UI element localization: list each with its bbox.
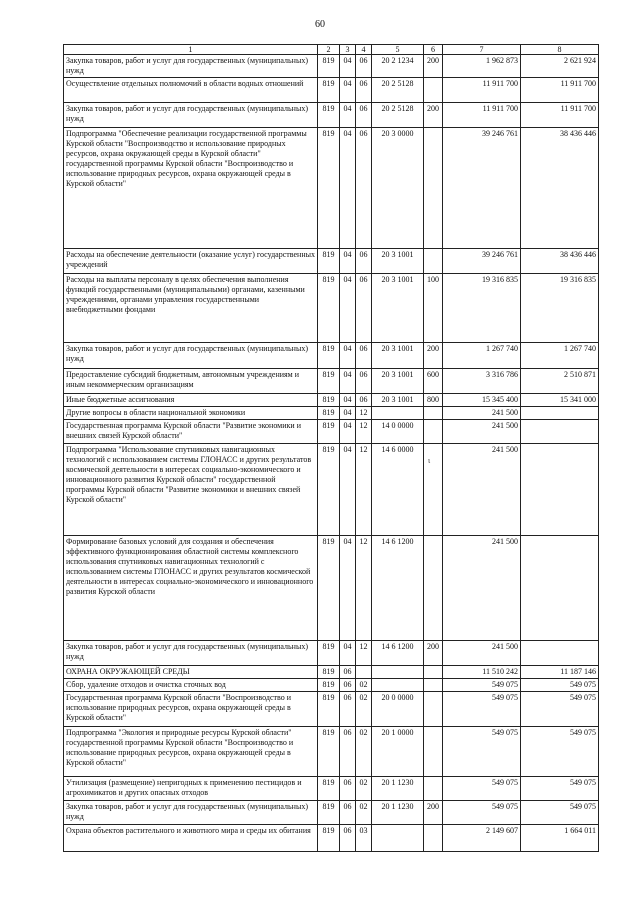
- amount-cell-7: 2 149 607: [443, 825, 521, 852]
- target-article-cell: 20 2 1234: [372, 55, 424, 78]
- ministry-code-cell: 819: [318, 103, 340, 128]
- header-cell: 2: [318, 45, 340, 55]
- amount-cell-8: 549 075: [521, 777, 599, 801]
- amount-cell-8: 1 267 740: [521, 343, 599, 369]
- row-name-cell: Подпрограмма "Использование спутниковых навигационных технологий с использованием системы ГЛОНАСС и других результатов космической деятельности в интересах социально-экономического и инновационного развития Курской области" государственной программы Курской области "Развитие экономики и внешних связей Курской области": [64, 444, 318, 536]
- header-cell: 4: [356, 45, 372, 55]
- table-row: [64, 103, 599, 128]
- amount-cell-7: 11 911 700: [443, 103, 521, 128]
- row-name-cell: Подпрограмма "Экология и природные ресурсы Курской области" государственной программы Курской области "Воспроизводство и использование природных ресурсов, охрана окружающей среды в Курской области": [64, 727, 318, 777]
- expense-type-cell: [424, 666, 443, 679]
- ministry-code-cell: 819: [318, 55, 340, 78]
- table-row: [64, 274, 599, 343]
- amount-cell-7: 3 316 786: [443, 369, 521, 394]
- expense-type-cell: 200: [424, 343, 443, 369]
- ministry-code-cell: 819: [318, 407, 340, 420]
- ministry-code-cell: 819: [318, 78, 340, 103]
- ministry-code-cell: 819: [318, 727, 340, 777]
- table-row: [64, 801, 599, 825]
- row-name-cell: Расходы на выплаты персоналу в целях обеспечения выполнения функций государственными (муниципальными) органами, казенными учреждениями, органами управления государственными внебюджетными фондами: [64, 274, 318, 343]
- expense-type-cell: [424, 727, 443, 777]
- row-name-cell: Государственная программа Курской области "Развитие экономики и внешних связей Курской области": [64, 420, 318, 444]
- amount-cell-7: 39 246 761: [443, 249, 521, 274]
- target-article-cell: 20 1 1230: [372, 777, 424, 801]
- expense-type-cell: 200: [424, 641, 443, 666]
- header-cell: 8: [521, 45, 599, 55]
- ministry-code-cell: 819: [318, 536, 340, 641]
- section-code-cell: 04: [340, 444, 356, 536]
- amount-cell-7: 549 075: [443, 679, 521, 692]
- target-article-cell: 14 0 0000: [372, 420, 424, 444]
- target-article-cell: 20 1 0000: [372, 727, 424, 777]
- ministry-code-cell: 819: [318, 420, 340, 444]
- row-name-cell: Другие вопросы в области национальной экономики: [64, 407, 318, 420]
- row-name-cell: Предоставление субсидий бюджетным, автономным учреждениям и иным некоммерческим организациям: [64, 369, 318, 394]
- amount-cell-8: 2 510 871: [521, 369, 599, 394]
- ministry-code-cell: 819: [318, 692, 340, 727]
- target-article-cell: [372, 407, 424, 420]
- section-code-cell: 04: [340, 55, 356, 78]
- ministry-code-cell: 819: [318, 394, 340, 407]
- section-code-cell: 04: [340, 103, 356, 128]
- expense-type-cell: 800: [424, 394, 443, 407]
- expense-type-cell: 600: [424, 369, 443, 394]
- subsection-code-cell: 06: [356, 369, 372, 394]
- ministry-code-cell: 819: [318, 128, 340, 249]
- amount-cell-7: 549 075: [443, 692, 521, 727]
- subsection-code-cell: 06: [356, 249, 372, 274]
- expense-type-cell: [424, 825, 443, 852]
- row-name-cell: Закупка товаров, работ и услуг для государственных (муниципальных) нужд: [64, 55, 318, 78]
- amount-cell-7: 241 500: [443, 420, 521, 444]
- header-cell: 1: [64, 45, 318, 55]
- target-article-cell: [372, 825, 424, 852]
- expense-type-cell: [424, 536, 443, 641]
- header-cell: 6: [424, 45, 443, 55]
- expense-type-cell: [424, 444, 443, 536]
- amount-cell-8: 38 436 446: [521, 249, 599, 274]
- section-code-cell: 04: [340, 343, 356, 369]
- amount-cell-8: 38 436 446: [521, 128, 599, 249]
- target-article-cell: 20 0 0000: [372, 692, 424, 727]
- target-article-cell: 20 3 1001: [372, 394, 424, 407]
- row-name-cell: Расходы на обеспечение деятельности (оказание услуг) государственных учреждений: [64, 249, 318, 274]
- expense-type-cell: [424, 777, 443, 801]
- subsection-code-cell: 02: [356, 679, 372, 692]
- table-row: [64, 727, 599, 777]
- section-code-cell: 04: [340, 641, 356, 666]
- subsection-code-cell: 06: [356, 128, 372, 249]
- subsection-code-cell: 02: [356, 727, 372, 777]
- section-code-cell: 06: [340, 679, 356, 692]
- ministry-code-cell: 819: [318, 825, 340, 852]
- amount-cell-7: 1 962 873: [443, 55, 521, 78]
- subsection-code-cell: 06: [356, 394, 372, 407]
- subsection-code-cell: 06: [356, 55, 372, 78]
- table-row: [64, 444, 599, 536]
- header-cell: 5: [372, 45, 424, 55]
- subsection-code-cell: 06: [356, 78, 372, 103]
- table-row: [64, 679, 599, 692]
- amount-cell-7: 15 345 400: [443, 394, 521, 407]
- table-row: [64, 641, 599, 666]
- target-article-cell: 14 6 1200: [372, 536, 424, 641]
- table-row: [64, 692, 599, 727]
- target-article-cell: 20 3 1001: [372, 343, 424, 369]
- section-code-cell: 04: [340, 128, 356, 249]
- amount-cell-8: [521, 407, 599, 420]
- section-code-cell: 06: [340, 727, 356, 777]
- amount-cell-7: 549 075: [443, 801, 521, 825]
- ministry-code-cell: 819: [318, 369, 340, 394]
- table-row: [64, 777, 599, 801]
- section-code-cell: 06: [340, 666, 356, 679]
- amount-cell-8: 1 664 011: [521, 825, 599, 852]
- section-code-cell: 04: [340, 420, 356, 444]
- subsection-code-cell: 06: [356, 103, 372, 128]
- table-row: [64, 249, 599, 274]
- ministry-code-cell: 819: [318, 249, 340, 274]
- page-number: 60: [315, 19, 325, 30]
- target-article-cell: 20 3 0000: [372, 128, 424, 249]
- amount-cell-7: 1 267 740: [443, 343, 521, 369]
- amount-cell-8: 549 075: [521, 692, 599, 727]
- subsection-code-cell: 12: [356, 420, 372, 444]
- row-name-cell: Закупка товаров, работ и услуг для государственных (муниципальных) нужд: [64, 801, 318, 825]
- header-cell: 7: [443, 45, 521, 55]
- target-article-cell: 20 2 5128: [372, 78, 424, 103]
- table-header: [64, 45, 599, 55]
- amount-cell-8: [521, 420, 599, 444]
- row-name-cell: Подпрограмма "Обеспечение реализации государственной программы Курской области "Воспроизводство и использование природных ресурсов, охрана окружающей среды в Курской области" государственной программы Курской области "Воспроизводство и использование природных ресурсов, охрана окружающей среды в Курской области": [64, 128, 318, 249]
- section-code-cell: 04: [340, 78, 356, 103]
- ministry-code-cell: 819: [318, 777, 340, 801]
- subsection-code-cell: 06: [356, 274, 372, 343]
- amount-cell-7: 11 911 700: [443, 78, 521, 103]
- ministry-code-cell: 819: [318, 274, 340, 343]
- amount-cell-8: [521, 536, 599, 641]
- target-article-cell: 20 3 1001: [372, 369, 424, 394]
- expense-type-cell: [424, 128, 443, 249]
- row-name-cell: Утилизация (размещение) непригодных к применению пестицидов и агрохимикатов и других опасных отходов: [64, 777, 318, 801]
- ministry-code-cell: 819: [318, 641, 340, 666]
- section-code-cell: 06: [340, 825, 356, 852]
- row-name-cell: Государственная программа Курской области "Воспроизводство и использование природных ресурсов, охрана окружающей среды в Курской области": [64, 692, 318, 727]
- row-name-cell: Формирование базовых условий для создания и обеспечения эффективного функционирования областной системы комплексного использования спутниковых навигационных технологий с использованием системы ГЛОНАСС и других результатов космической деятельности в интересах социально-экономического и инновационного развития Курской области: [64, 536, 318, 641]
- target-article-cell: 14 6 0000: [372, 444, 424, 536]
- target-article-cell: 20 2 5128: [372, 103, 424, 128]
- amount-cell-7: 11 510 242: [443, 666, 521, 679]
- scan-mark: ι: [428, 456, 431, 465]
- subsection-code-cell: 02: [356, 692, 372, 727]
- amount-cell-8: 11 911 700: [521, 103, 599, 128]
- section-code-cell: 04: [340, 249, 356, 274]
- row-name-cell: ОХРАНА ОКРУЖАЮЩЕЙ СРЕДЫ: [64, 666, 318, 679]
- amount-cell-8: 549 075: [521, 801, 599, 825]
- subsection-code-cell: [356, 666, 372, 679]
- ministry-code-cell: 819: [318, 801, 340, 825]
- amount-cell-7: 549 075: [443, 777, 521, 801]
- table-row: [64, 825, 599, 852]
- amount-cell-7: 39 246 761: [443, 128, 521, 249]
- row-name-cell: Осуществление отдельных полномочий в области водных отношений: [64, 78, 318, 103]
- amount-cell-8: 11 187 146: [521, 666, 599, 679]
- ministry-code-cell: 819: [318, 343, 340, 369]
- header-cell: 3: [340, 45, 356, 55]
- section-code-cell: 04: [340, 274, 356, 343]
- ministry-code-cell: 819: [318, 444, 340, 536]
- row-name-cell: Закупка товаров, работ и услуг для государственных (муниципальных) нужд: [64, 641, 318, 666]
- subsection-code-cell: 12: [356, 536, 372, 641]
- subsection-code-cell: 02: [356, 801, 372, 825]
- row-name-cell: Сбор, удаление отходов и очистка сточных вод: [64, 679, 318, 692]
- expense-type-cell: [424, 420, 443, 444]
- table-row: [64, 343, 599, 369]
- amount-cell-8: [521, 444, 599, 536]
- amount-cell-8: 11 911 700: [521, 78, 599, 103]
- row-name-cell: Закупка товаров, работ и услуг для государственных (муниципальных) нужд: [64, 343, 318, 369]
- expense-type-cell: 200: [424, 801, 443, 825]
- target-article-cell: 20 3 1001: [372, 249, 424, 274]
- table-row: [64, 536, 599, 641]
- table-row: [64, 394, 599, 407]
- expense-type-cell: [424, 679, 443, 692]
- amount-cell-7: 549 075: [443, 727, 521, 777]
- amount-cell-8: 549 075: [521, 679, 599, 692]
- section-code-cell: 06: [340, 692, 356, 727]
- section-code-cell: 04: [340, 394, 356, 407]
- section-code-cell: 04: [340, 536, 356, 641]
- budget-table: [63, 44, 599, 852]
- expense-type-cell: [424, 407, 443, 420]
- amount-cell-8: 15 341 000: [521, 394, 599, 407]
- ministry-code-cell: 819: [318, 666, 340, 679]
- subsection-code-cell: 12: [356, 444, 372, 536]
- expense-type-cell: [424, 78, 443, 103]
- section-code-cell: 04: [340, 369, 356, 394]
- table-row: [64, 55, 599, 78]
- row-name-cell: Охрана объектов растительного и животного мира и среды их обитания: [64, 825, 318, 852]
- table-row: [64, 420, 599, 444]
- subsection-code-cell: 03: [356, 825, 372, 852]
- subsection-code-cell: 02: [356, 777, 372, 801]
- target-article-cell: [372, 666, 424, 679]
- subsection-code-cell: 12: [356, 407, 372, 420]
- amount-cell-8: 549 075: [521, 727, 599, 777]
- amount-cell-7: 19 316 835: [443, 274, 521, 343]
- table-row: [64, 369, 599, 394]
- target-article-cell: 20 1 1230: [372, 801, 424, 825]
- expense-type-cell: [424, 692, 443, 727]
- table-row: [64, 407, 599, 420]
- target-article-cell: [372, 679, 424, 692]
- subsection-code-cell: 06: [356, 343, 372, 369]
- amount-cell-7: 241 500: [443, 407, 521, 420]
- amount-cell-8: 19 316 835: [521, 274, 599, 343]
- ministry-code-cell: 819: [318, 679, 340, 692]
- subsection-code-cell: 12: [356, 641, 372, 666]
- amount-cell-7: 241 500: [443, 536, 521, 641]
- target-article-cell: 14 6 1200: [372, 641, 424, 666]
- amount-cell-7: 241 500: [443, 641, 521, 666]
- table-row: [64, 78, 599, 103]
- amount-cell-8: [521, 641, 599, 666]
- expense-type-cell: [424, 249, 443, 274]
- expense-type-cell: 200: [424, 55, 443, 78]
- section-code-cell: 06: [340, 801, 356, 825]
- section-code-cell: 06: [340, 777, 356, 801]
- target-article-cell: 20 3 1001: [372, 274, 424, 343]
- expense-type-cell: 200: [424, 103, 443, 128]
- section-code-cell: 04: [340, 407, 356, 420]
- amount-cell-7: 241 500: [443, 444, 521, 536]
- expense-type-cell: 100: [424, 274, 443, 343]
- table-row: [64, 128, 599, 249]
- amount-cell-8: 2 621 924: [521, 55, 599, 78]
- table-row: [64, 666, 599, 679]
- row-name-cell: Иные бюджетные ассигнования: [64, 394, 318, 407]
- row-name-cell: Закупка товаров, работ и услуг для государственных (муниципальных) нужд: [64, 103, 318, 128]
